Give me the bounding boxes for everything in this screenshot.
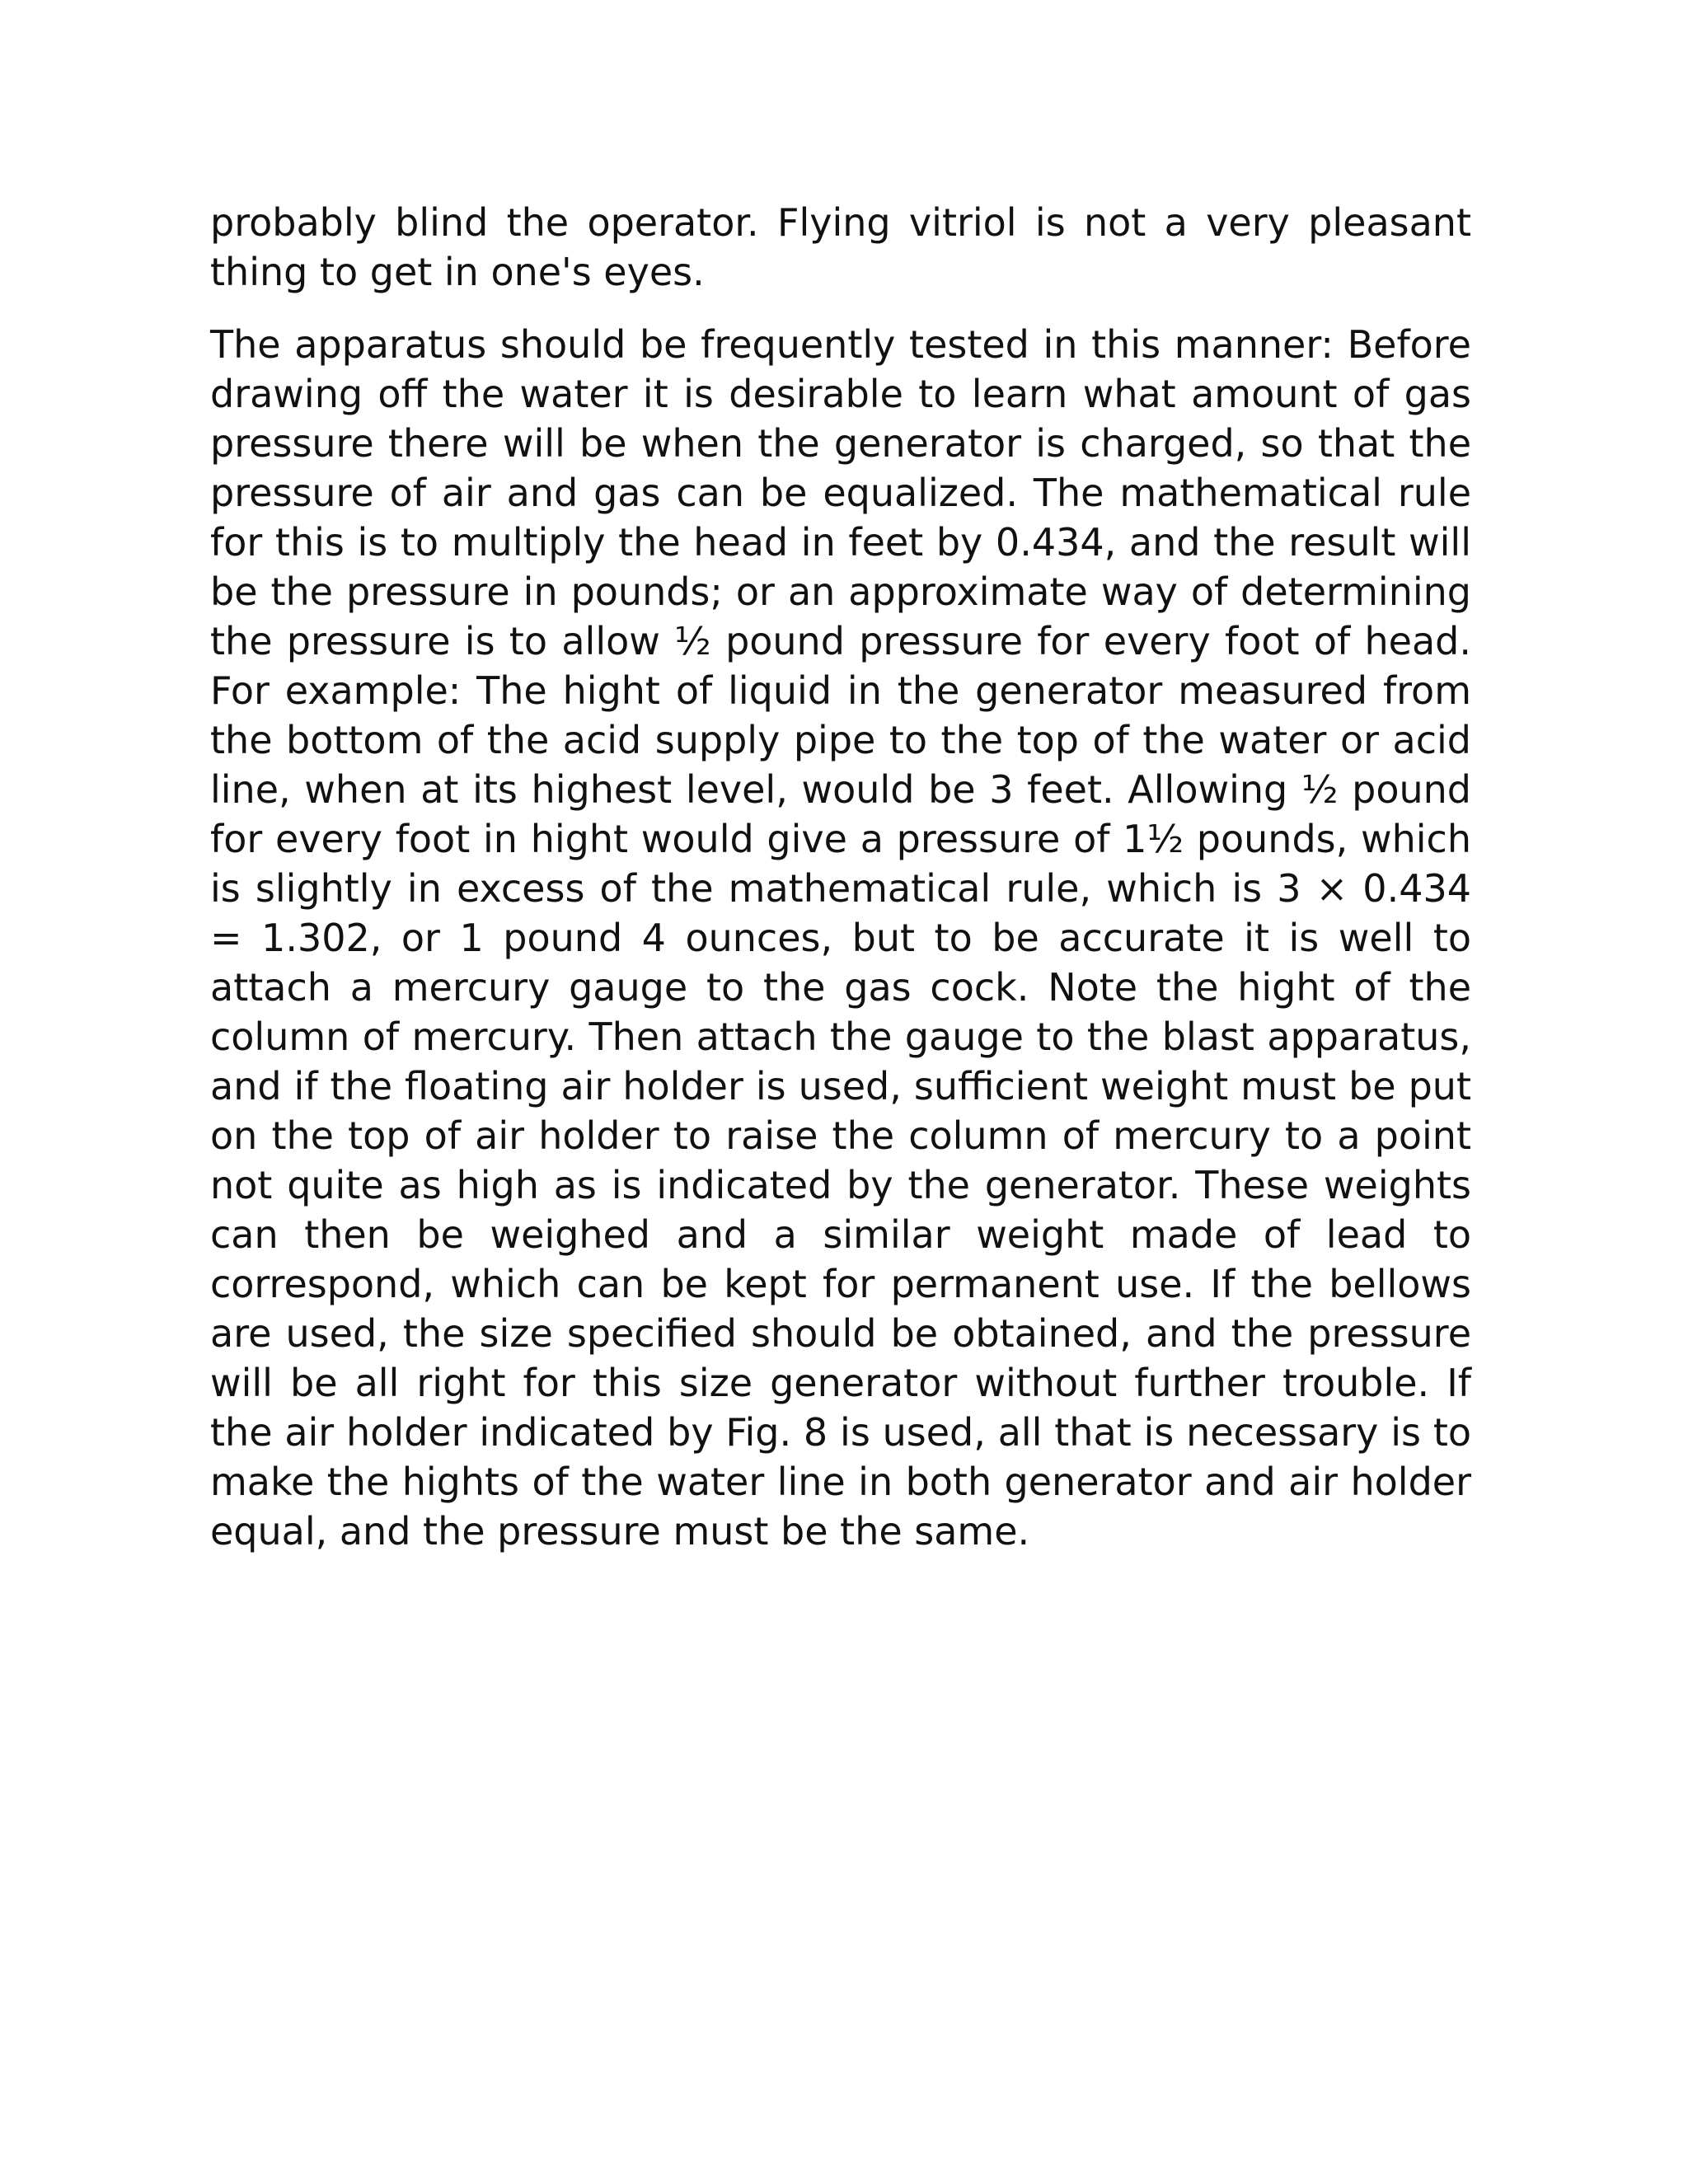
body-text <box>210 198 1471 1556</box>
paragraph-apparatus-testing: The apparatus should be frequently tested in this manner: Before drawing off the water it is desirable to learn what amount of gas pressure there will be when the generator is charged, so that the pressure of air and gas can be equalized. The mathematical rule for this is to multiply the head in feet by 0.434, and the result will be the pressure in pounds; or an approximate way of determining the pressure is to allow ½ pound pressure for every foot of head. For example: The hight of liquid in the generator measured from the bottom of the acid supply pipe to the top of the water or acid line, when at its highest level, would be 3 feet. Allowing ½ pound for every foot in hight would give a pressure of 1½ pounds, which is slightly in excess of the mathematical rule, which is 3 × 0.434 = 1.302, or 1 pound 4 ounces, but to be accurate it is well to attach a mercury gauge to the gas cock. Note the hight of the column of mercury. Then attach the gauge to the blast apparatus, and if the floating air holder is used, sufficient weight must be put on the top of air holder to raise the column of mercury to a point not quite as high as is indicated by the generator. These weights can then be weighed and a similar weight made of lead to correspond, which can be kept for permanent use. If the bellows are used, the size specified should be obtained, and the pressure will be all right for this size generator without further trouble. If the air holder indicated by Fig. 8 is used, all that is necessary is to make the hights of the water line in both generator and air holder equal, and the pressure must be the same. <box>210 322 1471 1554</box>
paragraph-continuation: probably blind the operator. Flying vitriol is not a very pleasant thing to get in one's eyes. <box>210 200 1471 294</box>
